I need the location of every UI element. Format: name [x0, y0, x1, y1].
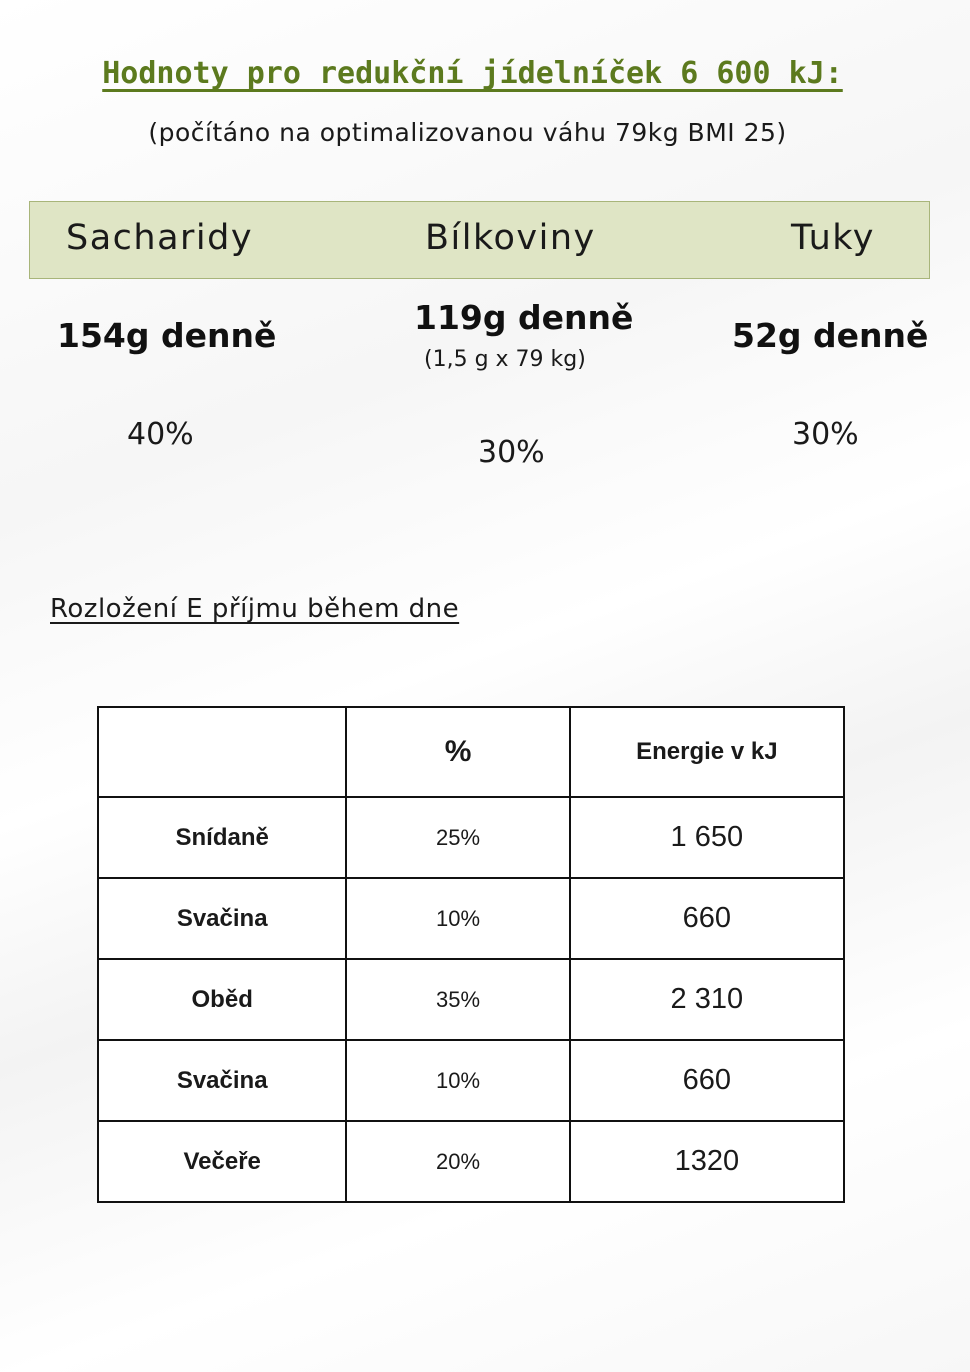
page-title: Hodnoty pro redukční jídelníček 6 600 kJ: — [102, 56, 843, 91]
macro-label-fat: Tuky — [791, 218, 875, 258]
percent-cell: 25% — [346, 797, 569, 878]
percent-cell: 20% — [346, 1121, 569, 1202]
meal-cell: Večeře — [98, 1121, 346, 1202]
meal-cell: Snídaně — [98, 797, 346, 878]
table-row — [98, 959, 844, 1040]
carbs-amount: 154g denně — [57, 316, 277, 355]
fat-amount: 52g denně — [732, 316, 929, 355]
energy-distribution-table — [97, 706, 845, 1203]
table-row — [98, 1121, 844, 1202]
energy-cell: 2 310 — [570, 959, 844, 1040]
carbs-percent: 40% — [127, 417, 194, 452]
percent-cell: 10% — [346, 878, 569, 959]
meal-cell: Svačina — [98, 878, 346, 959]
protein-amount: 119g denně — [414, 298, 634, 337]
energy-cell: 660 — [570, 1040, 844, 1121]
fat-percent: 30% — [792, 417, 859, 452]
energy-cell: 1 650 — [570, 797, 844, 878]
header-cell-percent: % — [346, 707, 569, 797]
percent-cell: 10% — [346, 1040, 569, 1121]
header-cell-energy: Energie v kJ — [570, 707, 844, 797]
table-row — [98, 1040, 844, 1121]
meal-cell: Oběd — [98, 959, 346, 1040]
meal-cell: Svačina — [98, 1040, 346, 1121]
energy-cell: 660 — [570, 878, 844, 959]
percent-cell: 35% — [346, 959, 569, 1040]
table-row — [98, 878, 844, 959]
macro-label-carbs: Sacharidy — [66, 218, 254, 258]
energy-cell: 1320 — [570, 1121, 844, 1202]
macro-label-protein: Bílkoviny — [425, 218, 596, 258]
protein-note: (1,5 g x 79 kg) — [424, 347, 586, 372]
page-subtitle: (počítáno na optimalizovanou váhu 79kg BMI 25) — [148, 118, 787, 147]
table-header-row — [98, 707, 844, 797]
protein-percent: 30% — [478, 435, 545, 470]
header-cell-blank — [98, 707, 346, 797]
table-row — [98, 797, 844, 878]
distribution-heading: Rozložení E příjmu během dne — [50, 594, 460, 624]
